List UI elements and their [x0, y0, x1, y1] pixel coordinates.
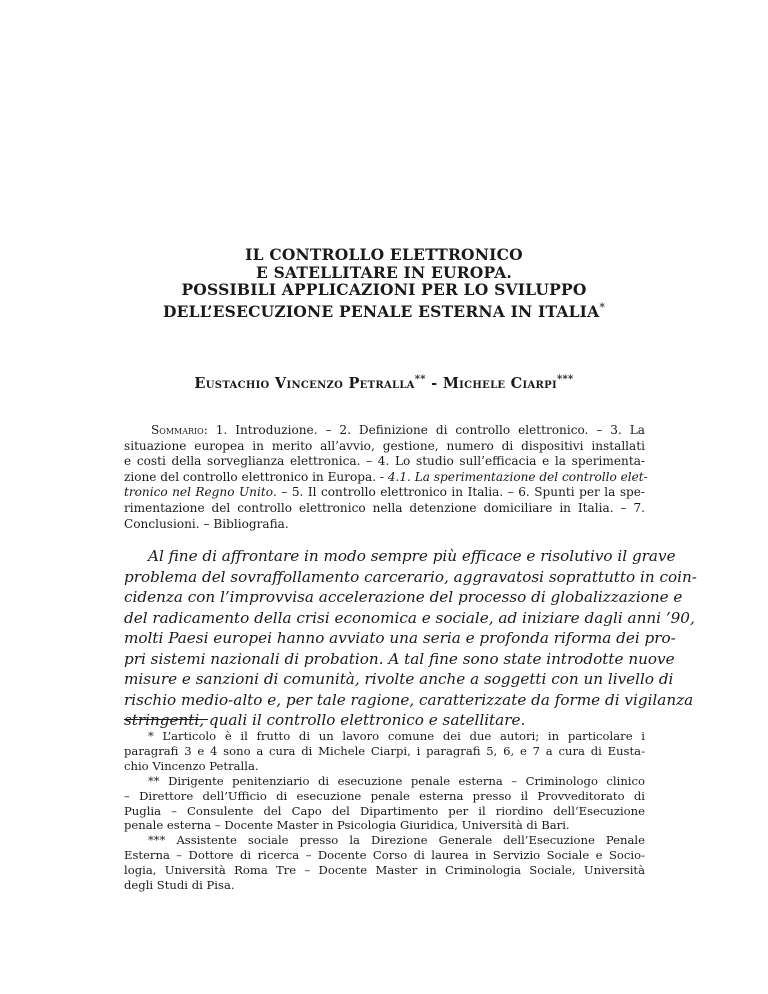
author-separator: -	[425, 374, 443, 392]
summary-line: situazione europea in merito all’avvio, gestione, numero di dispositivi installati	[124, 438, 645, 453]
footnote-line: *** Assistente sociale presso la Direzione Generale dell’Esecuzione Penale	[148, 833, 645, 848]
summary-line	[124, 423, 645, 439]
author-petralla: Eustachio Vincenzo Petralla	[194, 374, 415, 392]
summary-text: : 1. Introduzione. – 2. Definizione di controllo elettronico. – 3. La	[203, 423, 645, 437]
summary-block	[124, 423, 648, 532]
abstract-line: Al fine di affrontare in modo sempre più efficace e risolutivo il grave	[148, 547, 676, 565]
summary-line	[124, 485, 645, 501]
title-line: IL CONTROLLO ELETTRONICO	[245, 245, 523, 264]
abstract-line: pri sistemi nazionali di probation. A tal fine sono state introdotte nuove	[124, 649, 675, 668]
footnote-line: degli Studi di Pisa.	[124, 878, 235, 893]
footnote-line: Puglia – Consulente del Capo del Dipartimento per il riordino dell’Esecuzione	[124, 803, 645, 818]
title-line: POSSIBILI APPLICAZIONI PER LO SVILUPPO	[181, 280, 587, 300]
abstract-line: rischio medio-alto e, per tale ragione, caratterizzate da forme di vigilanza	[124, 690, 694, 709]
summary-line	[124, 469, 648, 486]
author-petralla-marker: **	[414, 374, 426, 385]
abstract-line: stringenti, quali il controllo elettronico e satellitare.	[124, 711, 526, 729]
article-title	[100, 246, 668, 321]
footnote-separator	[124, 719, 208, 720]
title-footnote-marker: *	[599, 300, 606, 314]
summary-lead: Sommario	[151, 423, 204, 437]
summary-italic-text: 4.1. La sperimentazione del controllo elet-	[387, 469, 648, 484]
author-ciarpi-marker: ***	[556, 374, 574, 385]
footnote-line: Esterna – Dottore di ricerca – Docente Corso di laurea in Servizio Sociale e Socio-	[124, 848, 645, 863]
abstract-line: molti Paesi europei hanno avviato una seria e profonda riforma dei pro-	[124, 629, 676, 647]
footnotes	[124, 729, 645, 893]
summary-italic-text: tronico nel Regno Unito	[124, 485, 273, 500]
author-ciarpi: Michele Ciarpi	[442, 374, 557, 392]
abstract-line: problema del sovraffollamento carcerario, aggravatosi soprattutto in coin-	[124, 567, 697, 586]
summary-line: Conclusioni. – Bibliografia.	[124, 516, 289, 531]
abstract-paragraph	[124, 546, 697, 731]
summary-line: e costi della sorveglianza elettronica. – 4. Lo studio sull’efficacia e la sperimenta-	[124, 454, 645, 469]
title-line: E SATELLITARE IN EUROPA.	[255, 262, 513, 282]
title-line	[100, 299, 668, 321]
footnote-line: – Direttore dell’Ufficio di esecuzione penale esterna presso il Provveditorato di	[124, 788, 645, 803]
abstract-line: del radicamento della crisi economica e sociale, ad iniziare dagli anni ’90,	[124, 608, 695, 627]
footnote-2	[124, 774, 645, 834]
abstract-line: misure e sanzioni di comunità, rivolte anche a soggetti con un livello di	[124, 670, 674, 688]
summary-text: . – 5. Il controllo elettronico in Italia. – 6. Spunti per la spe-	[272, 485, 646, 500]
footnote-line: chio Vincenzo Petralla.	[124, 758, 259, 773]
summary-line: rimentazione del controllo elettronico nella detenzione domiciliare in Italia. – 7.	[124, 500, 645, 515]
footnote-line: * L’articolo è il frutto di un lavoro comune dei due autori; in particolare i	[148, 729, 645, 743]
summary-text: zione del controllo elettronico in Europa. -	[124, 469, 388, 484]
footnote-1	[124, 729, 645, 774]
title-line-text: DELL’ESECUZIONE PENALE ESTERNA IN ITALIA	[162, 301, 600, 321]
abstract-line: cidenza con l’improvvisa accelerazione del processo di globalizzazione e	[124, 588, 683, 606]
footnote-line: paragrafi 3 e 4 sono a cura di Michele Ciarpi, i paragrafi 5, 6, e 7 a cura di Eusta-	[124, 743, 645, 758]
footnote-line: penale esterna – Docente Master in Psicologia Giuridica, Università di Bari.	[124, 818, 570, 833]
footnote-3	[124, 833, 645, 893]
author-line	[60, 374, 708, 392]
footnote-line: ** Dirigente penitenziario di esecuzione penale esterna – Criminologo clinico	[148, 773, 645, 788]
footnote-line: logia, Università Roma Tre – Docente Master in Criminologia Sociale, Università	[124, 863, 645, 878]
